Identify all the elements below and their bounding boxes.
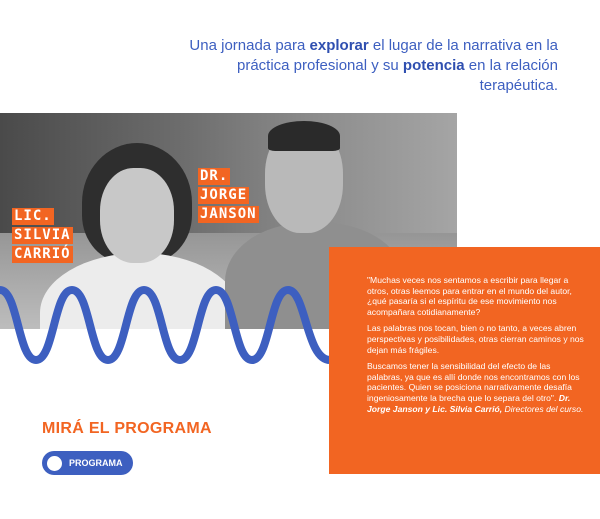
quote-role: Directores del curso.: [502, 403, 584, 414]
program-button[interactable]: [42, 451, 133, 475]
intro-part-3: en la relación terapéutica.: [464, 57, 558, 94]
speaker-tag-line: JANSON: [200, 206, 257, 222]
wave-decoration: [0, 270, 340, 380]
quote-paragraph-3: [367, 361, 586, 414]
speaker-tag-line: DR.: [200, 168, 229, 184]
quote-box: [329, 247, 600, 474]
speaker-tag-janson: [198, 168, 259, 225]
intro-part-2: el lugar de la narrativa en la práctica profesional y su: [236, 37, 558, 74]
intro-part-1: Una jornada para: [189, 37, 310, 54]
circle-icon: [47, 456, 62, 471]
quote-paragraph-2: Las palabras nos tocan, bien o no tanto, a veces abren perspectivas y posibilidades, otras cierran caminos y nos dejan más frágiles.: [367, 323, 584, 355]
quote-paragraph-1: "Muchas veces nos sentamos a escribir para llegar a otros, otras leemos para entrar en el mundo del autor, ¿qué pasaría si el espíritu de ese movimiento nos acompañara cotidianamente?: [367, 275, 572, 317]
quote-text: Buscamos tener la sensibilidad del efecto de las palabras, ya que es allí donde nos encontramos con los pacientes. Quien se posiciona narrativamente desafía ingeniosamente la brecha que lo separa del otro".: [367, 361, 580, 403]
intro-bold-potencia: potencia: [402, 57, 465, 74]
speaker-tag-line: SILVIA: [14, 227, 71, 243]
program-heading: MIRÁ EL PROGRAMA: [42, 420, 212, 437]
speaker-tag-carrio: [12, 208, 73, 265]
intro-bold-explorar: explorar: [309, 37, 369, 54]
intro-text: [158, 36, 558, 96]
program-button-label: PROGRAMA: [69, 458, 123, 468]
speaker-tag-line: CARRIÓ: [14, 246, 71, 262]
speaker-tag-line: JORGE: [200, 187, 248, 203]
quote-authors: Dr. Jorge Janson y Lic. Silvia Carrió,: [367, 392, 571, 414]
speaker-tag-line: LIC.: [14, 208, 52, 224]
